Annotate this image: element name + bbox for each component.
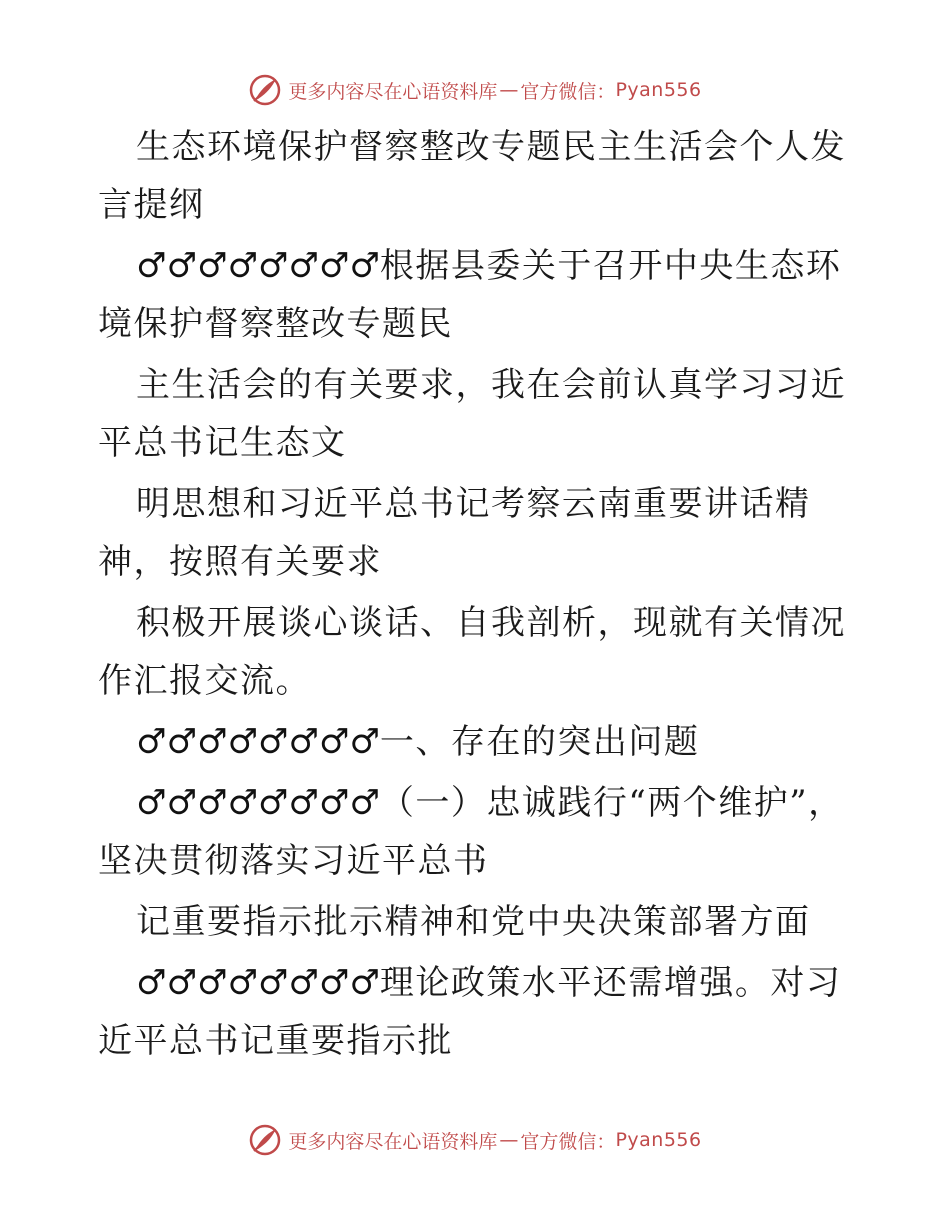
watermark-separator: — xyxy=(499,79,519,101)
paragraph-text: 一、存在的突出问题 xyxy=(379,722,700,762)
watermark-main-text: 更多内容尽在心语资料库 xyxy=(288,1130,498,1153)
paragraph-text: 积极开展谈心谈话、自我剖析，现就有关情况作汇报交流。 xyxy=(98,603,846,701)
watermark-separator: — xyxy=(499,1129,519,1151)
watermark-wechat-label: 官方微信： xyxy=(520,80,616,103)
paragraph xyxy=(98,774,858,890)
document-body xyxy=(98,118,858,1073)
paragraph-text: 明思想和习近平总书记考察云南重要讲话精神，按照有关要求 xyxy=(98,484,811,582)
paragraph-text: 记重要指示批示精神和党中央决策部署方面 xyxy=(136,902,811,942)
paragraph xyxy=(98,356,858,472)
feather-logo-icon xyxy=(248,73,282,107)
paragraph xyxy=(98,954,858,1070)
curl-ornament-icon: ♂♂♂♂♂♂♂♂ xyxy=(136,783,380,823)
watermark-wechat-id: Pyan556 xyxy=(615,1129,702,1151)
paragraph-text: 生态环境保护督察整改专题民主生活会个人发言提纲 xyxy=(98,127,846,225)
watermark-wechat-id: Pyan556 xyxy=(615,79,702,101)
footer-watermark xyxy=(0,1120,950,1160)
curl-ornament-icon: ♂♂♂♂♂♂♂♂ xyxy=(136,722,380,762)
paragraph xyxy=(98,475,858,591)
curl-ornament-icon: ♂♂♂♂♂♂♂♂ xyxy=(136,246,380,286)
feather-logo-icon xyxy=(248,1123,282,1157)
header-watermark xyxy=(0,70,950,110)
paragraph xyxy=(98,118,858,234)
paragraph xyxy=(98,893,858,951)
watermark-wechat-label: 官方微信： xyxy=(520,1130,616,1153)
paragraph xyxy=(98,237,858,353)
paragraph-text: （一）忠诚践行“两个维护”，坚决贯彻落实习近平总书 xyxy=(98,783,844,881)
paragraph-text: 根据县委关于召开中央生态环境保护督察整改专题民 xyxy=(98,246,842,344)
paragraph xyxy=(98,713,858,771)
paragraph xyxy=(98,594,858,710)
paragraph-text: 主生活会的有关要求，我在会前认真学习习近平总书记生态文 xyxy=(98,365,846,463)
paragraph-text: 理论政策水平还需增强。对习近平总书记重要指示批 xyxy=(98,963,842,1061)
watermark-main-text: 更多内容尽在心语资料库 xyxy=(288,80,498,103)
curl-ornament-icon: ♂♂♂♂♂♂♂♂ xyxy=(136,963,380,1003)
